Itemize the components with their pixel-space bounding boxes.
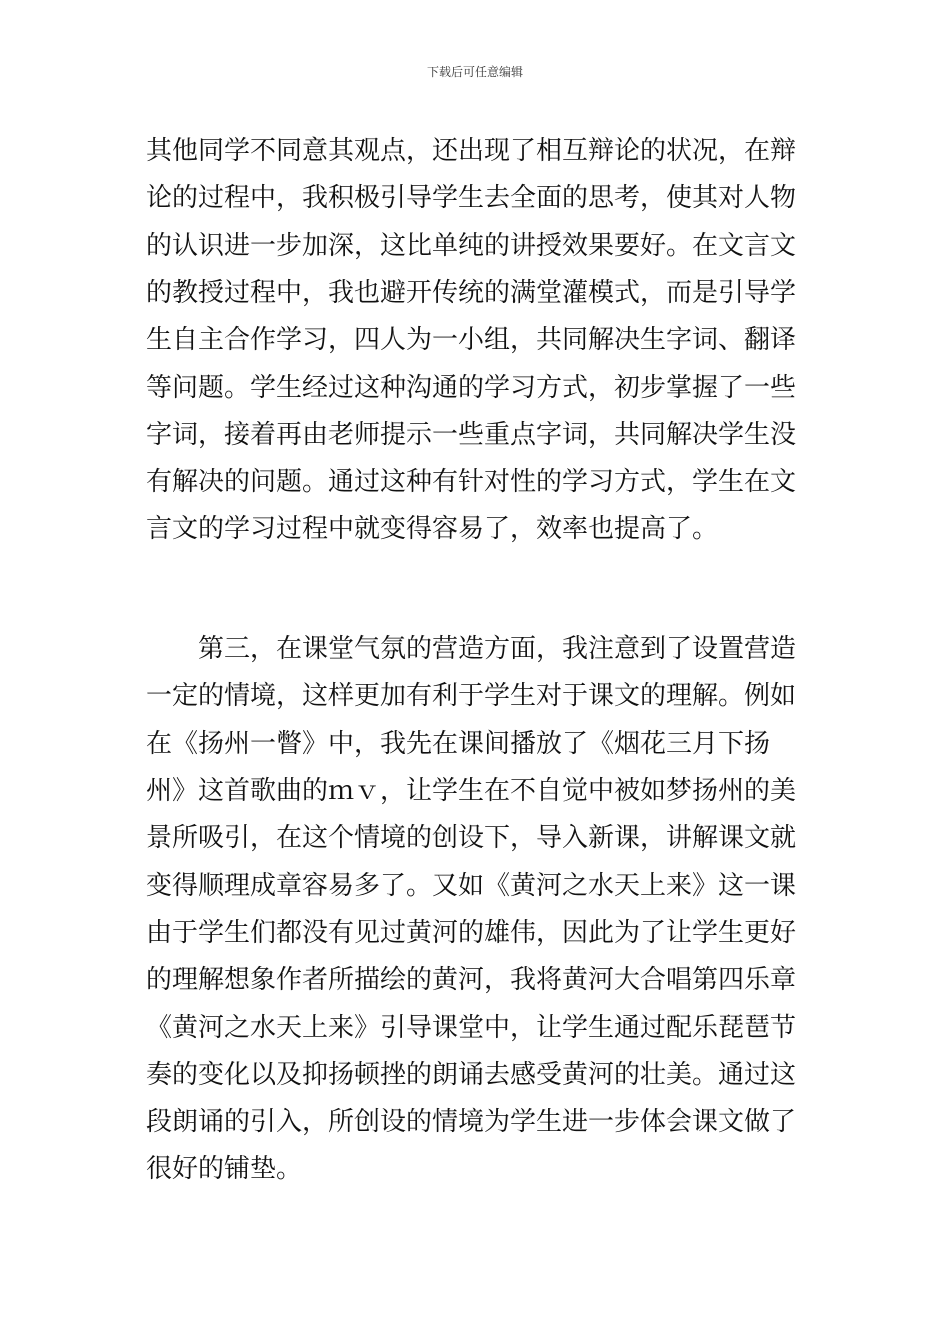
paragraph-line: 有解决的问题。通过这种有针对性的学习方式，学生在文 — [146, 467, 797, 497]
paragraph-line: 由于学生们都没有见过黄河的雄伟，因此为了让学生更好 — [146, 918, 797, 948]
paragraph-line: 的理解想象作者所描绘的黄河，我将黄河大合唱第四乐章 — [146, 965, 797, 995]
paragraph-line: 奏的变化以及抑扬顿挫的朗诵去感受黄河的壮美。通过这 — [146, 1060, 797, 1090]
paragraph-line: 《黄河之水天上来》引导课堂中，让学生通过配乐琵琶节 — [146, 1013, 797, 1043]
paragraph-line: 等问题。学生经过这种沟通的学习方式，初步掌握了一些 — [146, 373, 797, 403]
paragraph-line: 生自主合作学习，四人为一小组，共同解决生字词、翻译 — [146, 325, 797, 355]
paragraph-line: 论的过程中，我积极引导学生去全面的思考，使其对人物 — [146, 183, 797, 213]
paragraph-line: 字词，接着再由老师提示一些重点字词，共同解决学生没 — [146, 420, 797, 450]
paragraph-line: 变得顺理成章容易多了。又如《黄河之水天上来》这一课 — [146, 871, 797, 901]
paragraph-line: 段朗诵的引入，所创设的情境为学生进一步体会课文做了 — [146, 1107, 797, 1137]
paragraph-line: 其他同学不同意其观点，还出现了相互辩论的状况，在辩 — [146, 136, 797, 166]
page-header-note: 下载后可任意编辑 — [426, 65, 523, 79]
paragraph-line: 的教授过程中，我也避开传统的满堂灌模式，而是引导学 — [146, 278, 797, 308]
paragraph-line: 的认识进一步加深，这比单纯的讲授效果要好。在文言文 — [146, 231, 797, 261]
paragraph-line: 言文的学习过程中就变得容易了，效率也提高了。 — [146, 514, 719, 544]
paragraph-line: 在《扬州一瞥》中，我先在课间播放了《烟花三月下扬 — [146, 729, 771, 759]
paragraph-line: 一定的情境，这样更加有利于学生对于课文的理解。例如 — [146, 681, 797, 711]
paragraph-line: 景所吸引，在这个情境的创设下，导入新课，讲解课文就 — [146, 823, 797, 853]
paragraph-line: 州》这首歌曲的ｍｖ，让学生在不自觉中被如梦扬州的美 — [146, 776, 797, 806]
paragraph-line: 很好的铺垫。 — [146, 1154, 303, 1184]
paragraph-line: 第三，在课堂气氛的营造方面，我注意到了设置营造 — [198, 634, 797, 664]
